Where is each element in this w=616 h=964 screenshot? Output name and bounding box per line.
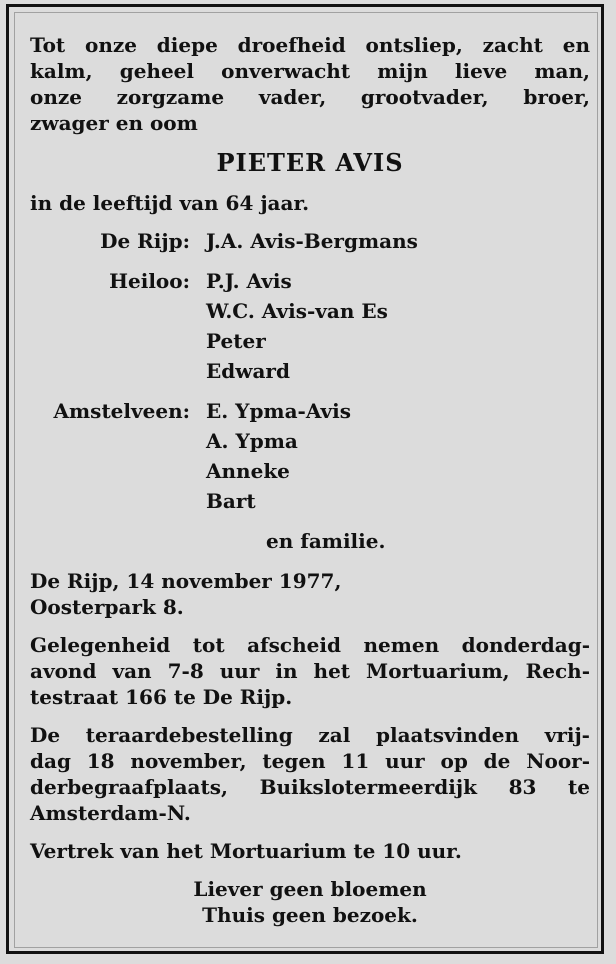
intro-paragraph <box>30 32 590 136</box>
family-members <box>206 228 418 258</box>
family-group <box>30 268 590 388</box>
family-member: Bart <box>206 489 256 513</box>
location-line: Oosterpark 8. <box>30 595 184 619</box>
family-place: De Rijp: <box>100 229 190 253</box>
location-block <box>30 568 590 620</box>
family-member: W.C. Avis-van Es <box>206 299 388 323</box>
location-line: De Rijp, 14 november 1977, <box>30 569 342 593</box>
family-member: Edward <box>206 359 290 383</box>
family-list <box>30 228 590 518</box>
intro-line: zwager en oom <box>30 111 198 135</box>
burial-line: dag 18 november, tegen 11 uur op de Noor- <box>30 749 590 773</box>
family-member: Peter <box>206 329 266 353</box>
age-line: in de leeftijd van 64 jaar. <box>30 191 310 215</box>
intro-line: onze zorgzame vader, grootvader, broer, <box>30 85 590 109</box>
farewell-paragraph <box>30 632 590 710</box>
family-members <box>206 268 388 388</box>
family-members <box>206 398 351 518</box>
burial-paragraph <box>30 722 590 826</box>
burial-line: Amsterdam-N. <box>30 801 191 825</box>
burial-line: De teraardebestelling zal plaatsvinden vrij- <box>30 723 590 747</box>
closing-line: Liever geen bloemen <box>193 877 427 901</box>
intro-line: kalm, geheel onverwacht mijn lieve man, <box>30 59 590 83</box>
family-member: P.J. Avis <box>206 269 292 293</box>
farewell-line: testraat 166 te De Rijp. <box>30 685 293 709</box>
closing-line: Thuis geen bezoek. <box>202 903 418 927</box>
deceased-name: PIETER AVIS <box>216 148 404 177</box>
departure-line: Vertrek van het Mortuarium te 10 uur. <box>30 839 462 863</box>
family-member: Anneke <box>206 459 290 483</box>
family-group <box>30 228 590 258</box>
burial-line: derbegraafplaats, Buikslotermeerdijk 83 te <box>30 775 590 799</box>
en-familie: en familie. <box>266 529 386 553</box>
farewell-line: Gelegenheid tot afscheid nemen donderdag- <box>30 633 590 657</box>
family-member: J.A. Avis-Bergmans <box>206 229 418 253</box>
family-member: E. Ypma-Avis <box>206 399 352 423</box>
notice-content <box>30 32 590 928</box>
intro-line: Tot onze diepe droefheid ontsliep, zacht en <box>30 33 590 57</box>
family-group <box>30 398 590 518</box>
family-place: Heiloo: <box>109 269 190 293</box>
family-member: A. Ypma <box>206 429 298 453</box>
family-place: Amstelveen: <box>53 399 190 423</box>
farewell-line: avond van 7-8 uur in het Mortuarium, Rech- <box>30 659 590 683</box>
closing-block <box>30 876 590 928</box>
